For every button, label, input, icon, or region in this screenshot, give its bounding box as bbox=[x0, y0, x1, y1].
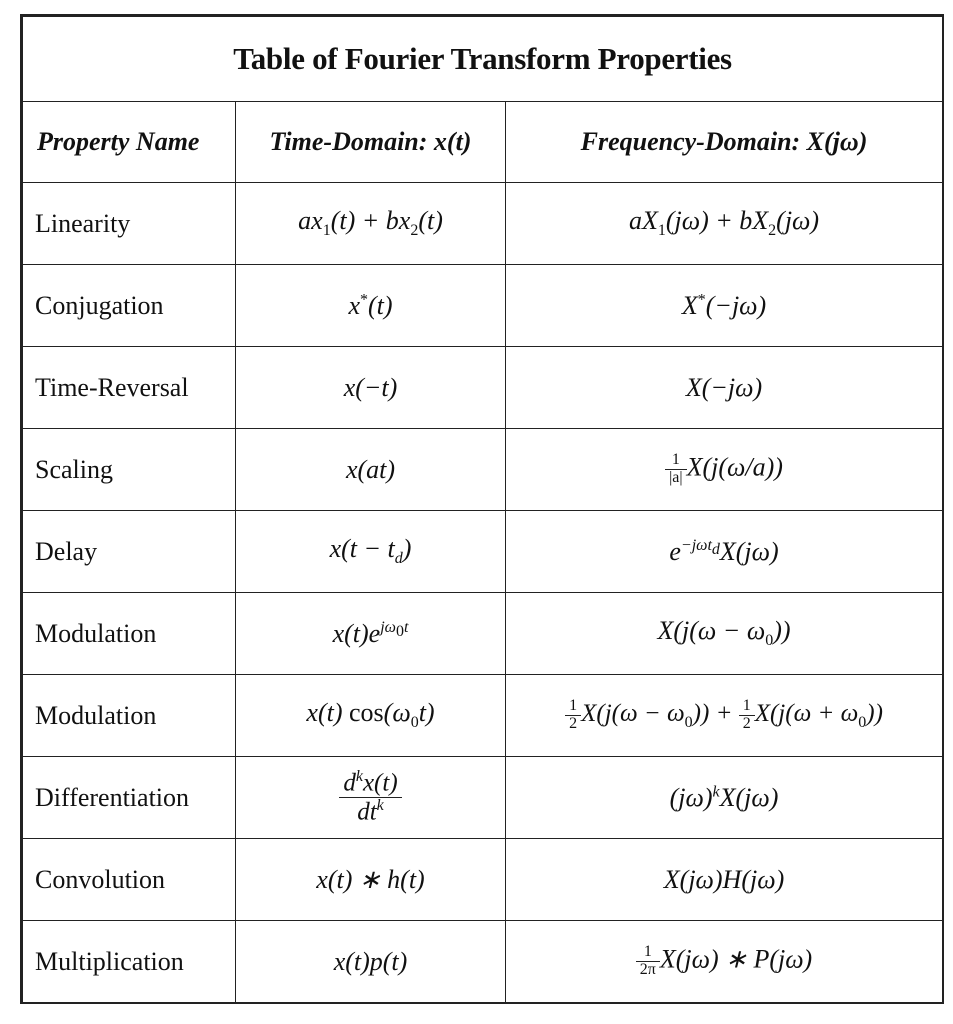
time-domain-expr: x(at) bbox=[236, 429, 506, 511]
table-row bbox=[23, 839, 943, 921]
frequency-domain-expr: $\frac{1}{2}$ $X(j(\omega - \omega_0))$ + $\frac{1}{2}$ $X(j(\omega + \omega_0))$ bbox=[506, 675, 943, 757]
time-domain-expr: $\frac{d^kx(t)}{dt^k}$ bbox=[236, 757, 506, 839]
property-name: Delay bbox=[23, 511, 236, 593]
table-row bbox=[23, 347, 943, 429]
frequency-domain-expr: $\frac{1}{|a|}$ X(j(ω/a)) bbox=[506, 429, 943, 511]
property-name: Convolution bbox=[23, 839, 236, 921]
table-row bbox=[23, 183, 943, 265]
header-time-domain: Time-Domain: x(t) bbox=[236, 102, 506, 183]
table-row bbox=[23, 511, 943, 593]
time-domain-expr: x(−t) bbox=[236, 347, 506, 429]
frequency-domain-expr: X(−jω) bbox=[506, 347, 943, 429]
time-domain-expr: $x(t)e^{j\omega_0t}$ bbox=[236, 593, 506, 675]
property-name: Time-Reversal bbox=[23, 347, 236, 429]
table-row bbox=[23, 921, 943, 1003]
frequency-domain-expr: $aX_1(j\omega) + bX_2(j\omega)$ bbox=[506, 183, 943, 265]
fourier-properties-table bbox=[20, 14, 944, 1004]
table-row bbox=[23, 593, 943, 675]
time-domain-expr: x(t) $\cos(\omega_0t)$ bbox=[236, 675, 506, 757]
property-name: Modulation bbox=[23, 675, 236, 757]
time-domain-expr: x(t)p(t) bbox=[236, 921, 506, 1003]
frequency-domain-expr: $X(j(\omega - \omega_0))$ bbox=[506, 593, 943, 675]
frequency-domain-expr: $e^{-j\omega t_d}X(j\omega)$ bbox=[506, 511, 943, 593]
header-frequency-domain: Frequency-Domain: X(jω) bbox=[506, 102, 943, 183]
property-name: Scaling bbox=[23, 429, 236, 511]
property-name: Differentiation bbox=[23, 757, 236, 839]
frequency-domain-expr: $\frac{1}{2\pi}$ X(jω) ∗ P(jω) bbox=[506, 921, 943, 1003]
frequency-domain-expr: X(jω)H(jω) bbox=[506, 839, 943, 921]
table-row bbox=[23, 757, 943, 839]
property-name: Linearity bbox=[23, 183, 236, 265]
header-property-name: Property Name bbox=[23, 102, 236, 183]
time-domain-expr: x*(t) bbox=[236, 265, 506, 347]
property-name: Modulation bbox=[23, 593, 236, 675]
property-name: Multiplication bbox=[23, 921, 236, 1003]
property-name: Conjugation bbox=[23, 265, 236, 347]
table-row bbox=[23, 265, 943, 347]
table-row bbox=[23, 675, 943, 757]
table-title: Table of Fourier Transform Properties bbox=[23, 17, 943, 102]
time-domain-expr: x(t) ∗ h(t) bbox=[236, 839, 506, 921]
table-row bbox=[23, 429, 943, 511]
frequency-domain-expr: X*(−jω) bbox=[506, 265, 943, 347]
frequency-domain-expr: $(j\omega)^kX(j\omega)$ bbox=[506, 757, 943, 839]
time-domain-expr: $ax_1(t) + bx_2(t)$ bbox=[236, 183, 506, 265]
time-domain-expr: $x(t - t_d)$ bbox=[236, 511, 506, 593]
